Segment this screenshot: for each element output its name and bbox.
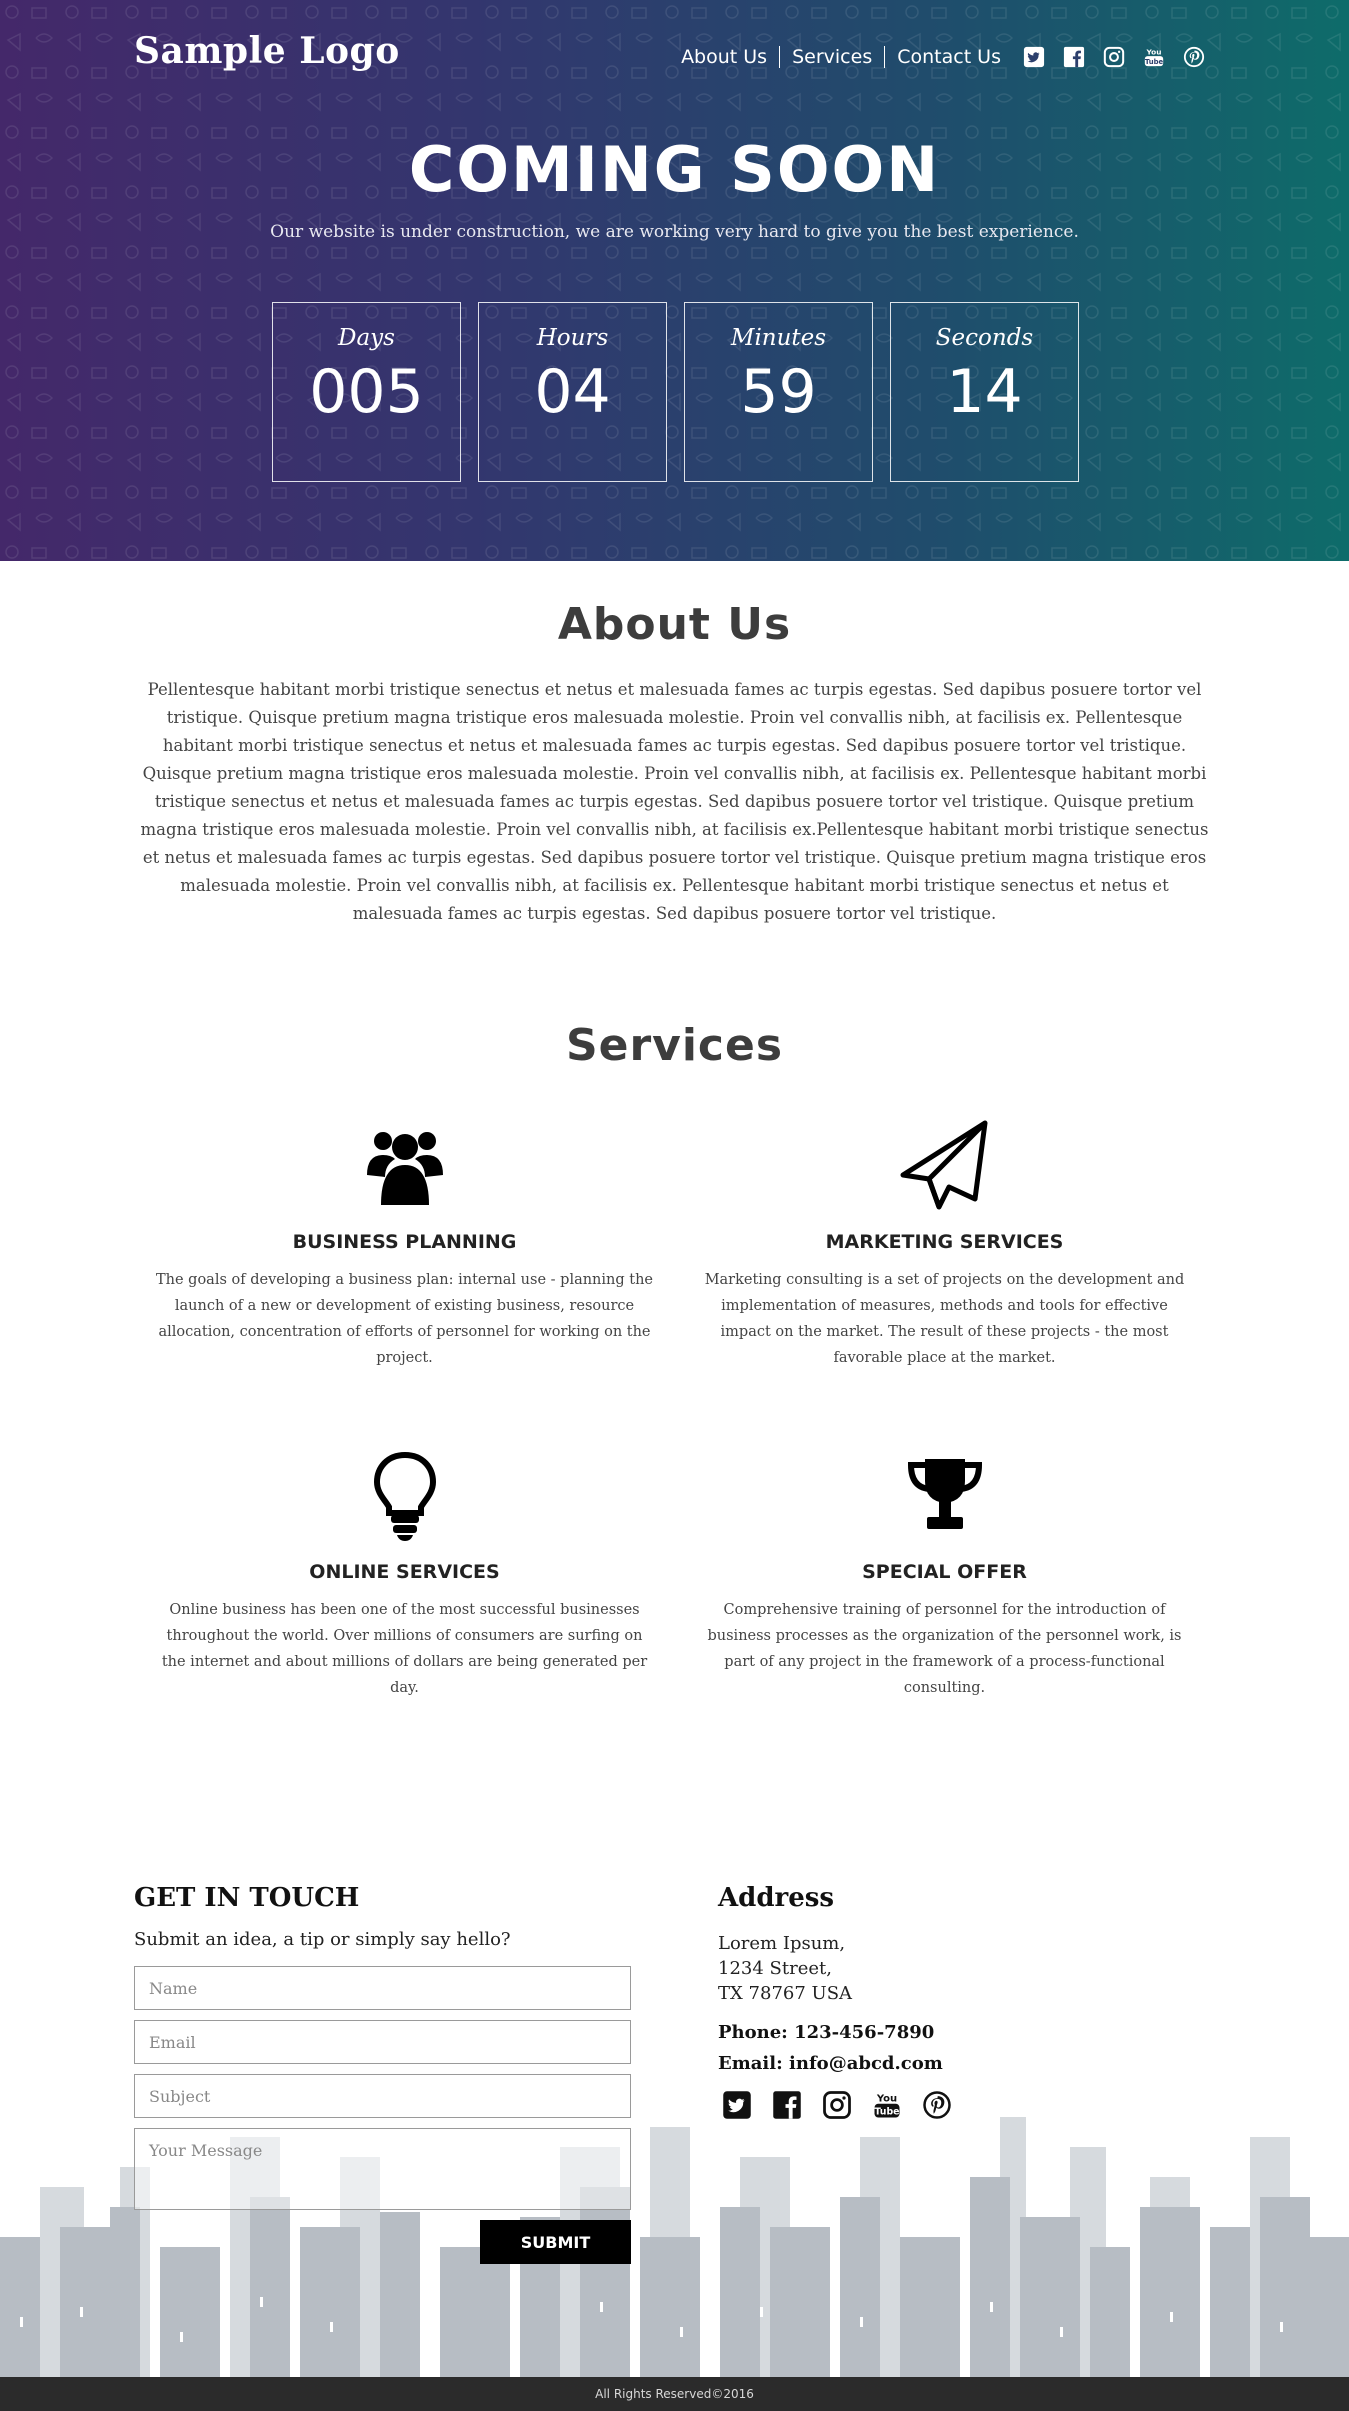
services-section bbox=[0, 928, 1349, 1779]
nav-link-about[interactable]: About Us bbox=[669, 46, 780, 68]
countdown-seconds bbox=[890, 302, 1079, 482]
contact-subtitle: Submit an idea, a tip or simply say hello? bbox=[134, 1929, 511, 1950]
countdown-timer bbox=[272, 302, 1079, 482]
service-card-marketing-services bbox=[675, 1119, 1215, 1449]
countdown-minutes bbox=[684, 302, 873, 482]
service-card-business-planning bbox=[135, 1119, 675, 1449]
svg-text:You: You bbox=[876, 2093, 898, 2105]
countdown-label: Hours bbox=[536, 325, 609, 351]
about-section bbox=[0, 561, 1349, 928]
facebook-icon[interactable] bbox=[772, 2090, 802, 2120]
service-title: BUSINESS PLANNING bbox=[292, 1231, 517, 1253]
svg-text:Tube: Tube bbox=[1144, 57, 1164, 66]
subject-input[interactable] bbox=[134, 2074, 631, 2118]
pinterest-icon[interactable] bbox=[922, 2090, 952, 2120]
countdown-value: 005 bbox=[309, 357, 424, 427]
service-description: Marketing consulting is a set of projects on the development and implementation of measures, methods and tools for effective impact on the market. The result of these projects - the most favorable place at the market. bbox=[704, 1272, 1185, 1366]
nav-link-services[interactable]: Services bbox=[780, 46, 885, 68]
services-grid bbox=[135, 1119, 1215, 1779]
message-textarea[interactable] bbox=[134, 2128, 631, 2210]
youtube-icon[interactable] bbox=[872, 2090, 902, 2120]
main-nav bbox=[669, 46, 1205, 68]
svg-text:You: You bbox=[1146, 47, 1162, 57]
countdown-days bbox=[272, 302, 461, 482]
site-logo[interactable]: Sample Logo bbox=[134, 30, 400, 72]
youtube-icon[interactable] bbox=[1143, 46, 1165, 68]
header-social-icons bbox=[1023, 46, 1205, 68]
countdown-hours bbox=[478, 302, 667, 482]
countdown-label: Seconds bbox=[935, 325, 1034, 351]
hero-subtitle: Our website is under construction, we are working very hard to give you the best experience. bbox=[270, 222, 1079, 242]
service-title: MARKETING SERVICES bbox=[825, 1231, 1064, 1253]
about-text: Pellentesque habitant morbi tristique senectus et netus et malesuada fames ac turpis egestas. Sed dapibus posuere tortor vel tristique. Quisque pretium magna tristique eros malesuada molestie. Proin vel convallis nibh, at facilisis ex. Pellentesque habitant morbi tristique senectus et netus et malesuada fames ac turpis egestas. Sed dapibus posuere tortor vel tristique. Quisque pretium magna tristique eros malesuada molestie. Proin vel convallis nibh, at facilisis ex. Pellentesque habitant morbi tristique senectus et netus et malesuada fames ac turpis egestas. Sed dapibus posuere tortor vel tristique. Quisque pretium magna tristique eros malesuada molestie. Proin vel convallis nibh, at facilisis ex.Pellentesque habitant morbi tristique senectus et netus et malesuada fames ac turpis egestas. Sed dapibus posuere tortor vel tristique. Quisque pretium magna tristique eros malesuada molestie. Proin vel convallis nibh, at facilisis ex. Pellentesque habitant morbi tristique senectus et netus et malesuada fames ac turpis egestas. Sed dapibus posuere tortor vel tristique. bbox=[140, 680, 1209, 923]
pinterest-icon[interactable] bbox=[1183, 46, 1205, 68]
countdown-value: 14 bbox=[946, 357, 1023, 427]
address-block bbox=[718, 1883, 1218, 2120]
hero-section bbox=[0, 0, 1349, 561]
service-description: The goals of developing a business plan: internal use - planning the launch of a new or development of existing business, resource allocation, concentration of efforts of personnel for working on the project. bbox=[155, 1272, 654, 1366]
service-description: Online business has been one of the most successful businesses throughout the world. Over millions of consumers are surfing on the internet and about millions of dollars are being generated per day. bbox=[161, 1602, 648, 1696]
facebook-icon[interactable] bbox=[1063, 46, 1085, 68]
service-description: Comprehensive training of personnel for the introduction of business processes as the organization of the personnel work, is part of any project in the framework of a process-functional consulting. bbox=[707, 1602, 1182, 1696]
address-heading: Address bbox=[718, 1883, 835, 1913]
twitter-icon[interactable] bbox=[1023, 46, 1045, 68]
instagram-icon[interactable] bbox=[1103, 46, 1125, 68]
get-in-touch-heading: GET IN TOUCH bbox=[134, 1883, 360, 1913]
address-line: TX 78767 USA bbox=[718, 1983, 853, 2004]
service-title: ONLINE SERVICES bbox=[309, 1561, 500, 1583]
service-card-special-offer bbox=[675, 1449, 1215, 1779]
address-line: 1234 Street, bbox=[718, 1958, 832, 1979]
address-line: Lorem Ipsum, bbox=[718, 1933, 846, 1954]
site-footer bbox=[0, 2377, 1349, 2411]
submit-button[interactable]: SUBMIT bbox=[480, 2220, 631, 2264]
contact-social-icons bbox=[718, 2090, 1218, 2120]
countdown-label: Minutes bbox=[730, 325, 827, 351]
copyright-text: All Rights Reserved©2016 bbox=[595, 2387, 754, 2401]
email-input[interactable] bbox=[134, 2020, 631, 2064]
countdown-value: 04 bbox=[534, 357, 611, 427]
twitter-icon[interactable] bbox=[722, 2090, 752, 2120]
users-icon bbox=[359, 1119, 451, 1211]
about-title: About Us bbox=[557, 599, 792, 650]
email-text[interactable]: Email: info@abcd.com bbox=[718, 2053, 943, 2074]
service-card-online-services bbox=[135, 1449, 675, 1779]
services-title: Services bbox=[565, 1020, 784, 1071]
phone-text: Phone: 123-456-7890 bbox=[718, 2022, 935, 2043]
coming-soon-title: COMING SOON bbox=[408, 133, 941, 206]
lightbulb-icon bbox=[359, 1449, 451, 1541]
top-navigation-bar bbox=[0, 0, 1349, 120]
contact-section bbox=[0, 1817, 1349, 2377]
instagram-icon[interactable] bbox=[822, 2090, 852, 2120]
nav-link-contact[interactable]: Contact Us bbox=[897, 46, 1001, 68]
address-lines bbox=[718, 1931, 1218, 2006]
name-input[interactable] bbox=[134, 1966, 631, 2010]
countdown-value: 59 bbox=[740, 357, 817, 427]
trophy-icon bbox=[899, 1449, 991, 1541]
paper-plane-icon bbox=[899, 1119, 991, 1211]
svg-text:Tube: Tube bbox=[874, 2106, 900, 2118]
service-title: SPECIAL OFFER bbox=[862, 1561, 1027, 1583]
countdown-label: Days bbox=[338, 325, 395, 351]
contact-form-block bbox=[134, 1883, 631, 2264]
